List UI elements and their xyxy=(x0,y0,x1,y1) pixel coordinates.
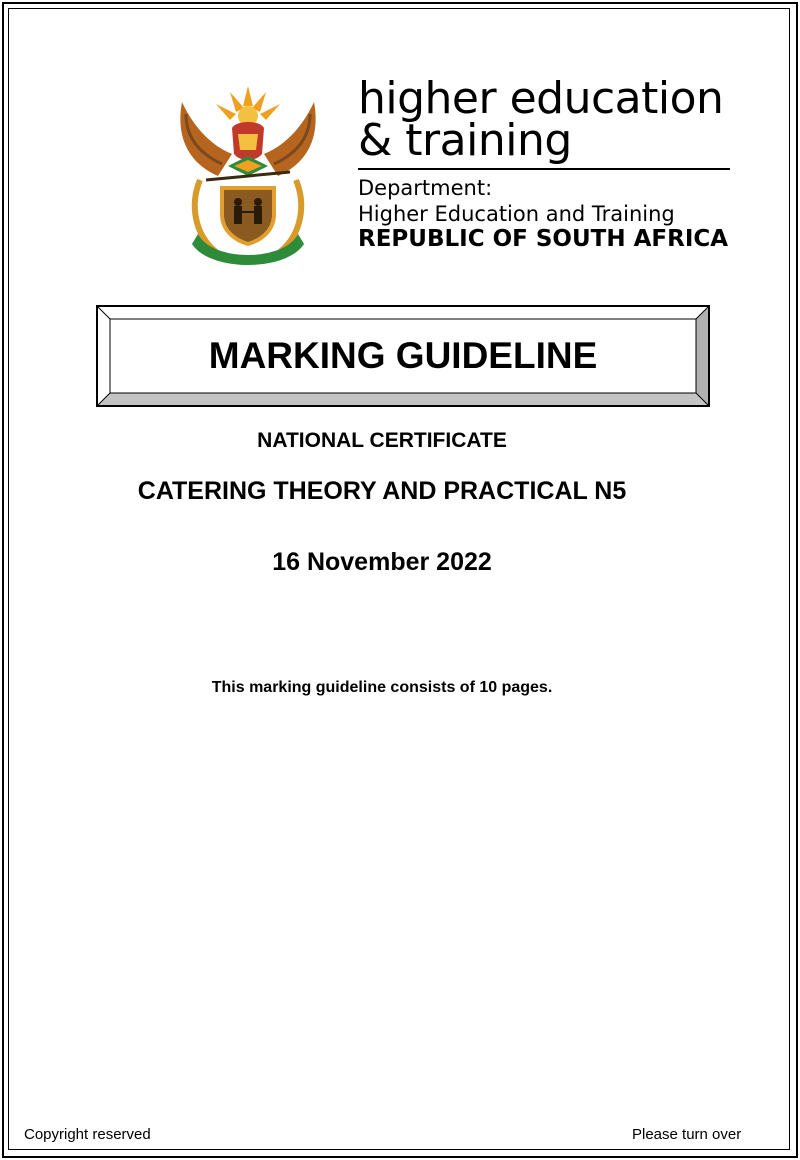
exam-date: 16 November 2022 xyxy=(272,548,492,576)
copyright-footer: Copyright reserved xyxy=(24,1126,151,1143)
turn-over-footer: Please turn over xyxy=(632,1126,742,1143)
header-divider xyxy=(358,168,730,170)
department-label: Department: xyxy=(358,176,493,200)
document-title: MARKING GUIDELINE xyxy=(208,335,598,376)
department-name: Higher Education and Training xyxy=(358,202,675,226)
country-name: REPUBLIC OF SOUTH AFRICA xyxy=(358,226,729,252)
certificate-type: NATIONAL CERTIFICATE xyxy=(257,429,507,452)
subject-title: CATERING THEORY AND PRACTICAL N5 xyxy=(137,477,627,505)
title-banner xyxy=(96,305,710,407)
coat-of-arms-icon xyxy=(172,84,324,266)
page-count-note: This marking guideline consists of 10 pages. xyxy=(211,679,553,696)
department-brand-title: higher education & training xyxy=(358,73,724,166)
